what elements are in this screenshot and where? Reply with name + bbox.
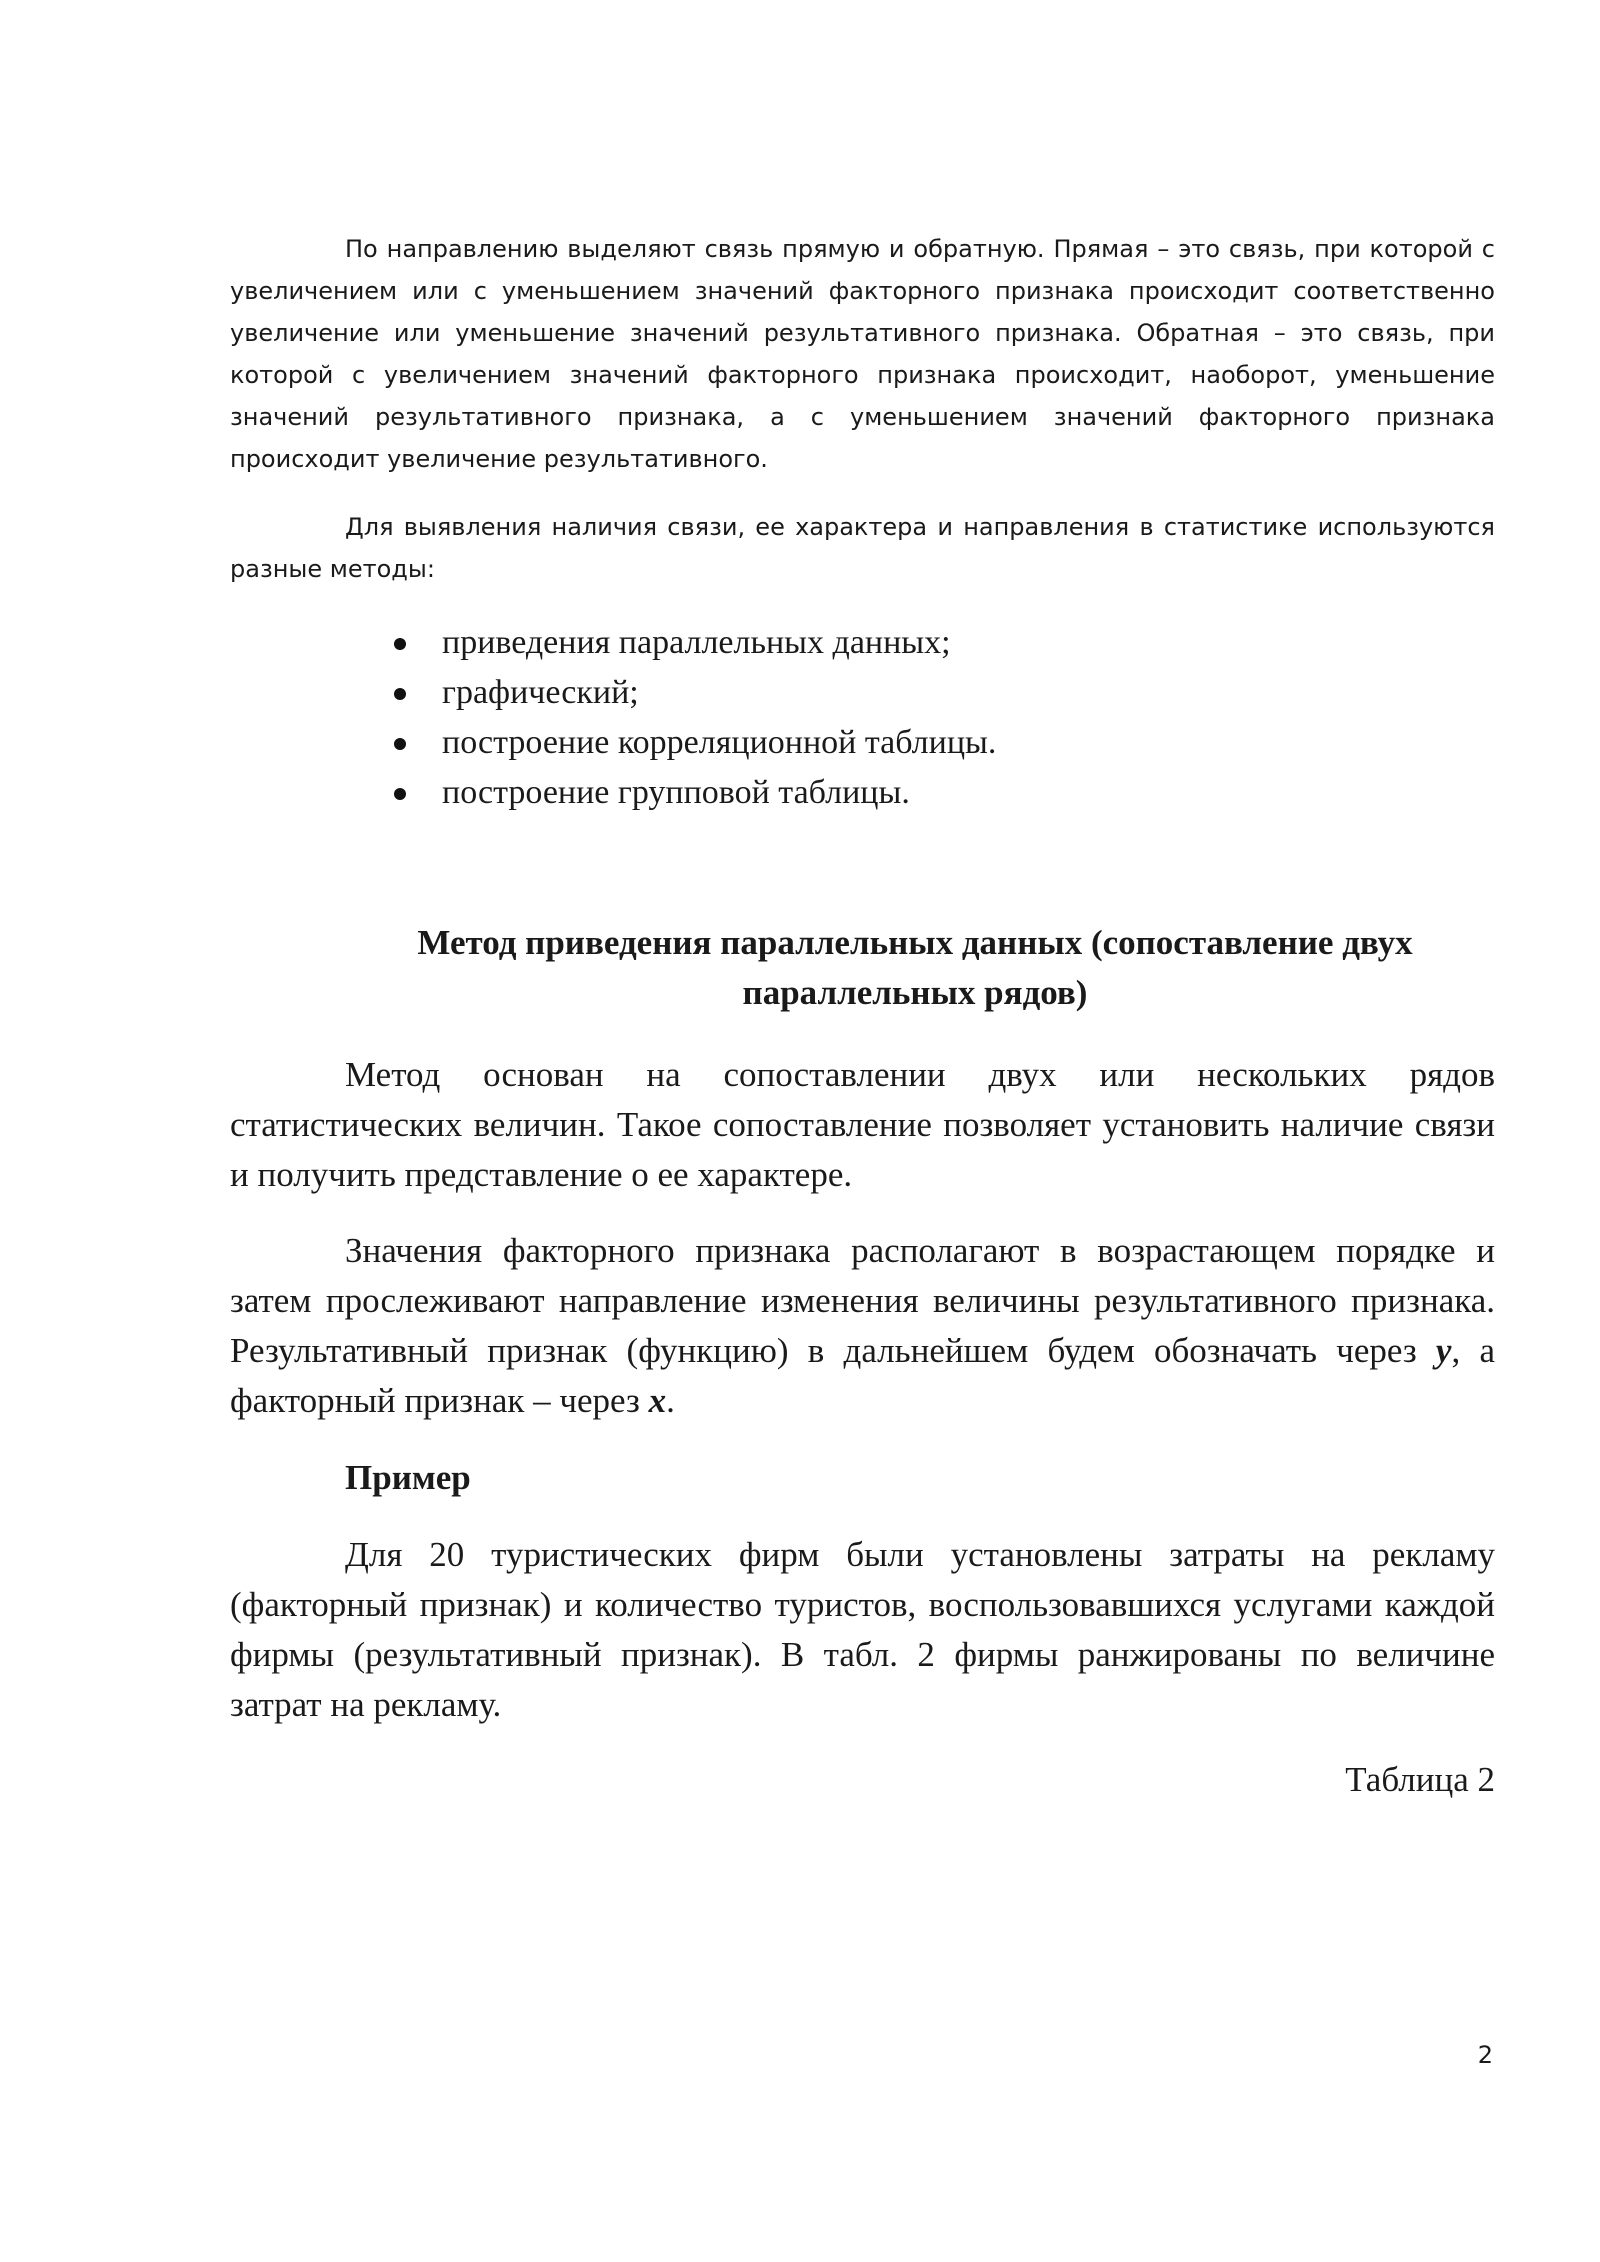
bullet-icon: [394, 638, 406, 650]
paragraph-methods-intro: Для выявления наличия связи, ее характера и направления в статистике используются разные методы:: [230, 513, 1495, 583]
page-number: 2: [1477, 2041, 1493, 2069]
paragraph-direction-of-link: По направлению выделяют связь прямую и обратную. Прямая – это связь, при которой с увеличением или с уменьшением значений факторного признака происходит соответственно увеличение или уменьшение значений результативного признака. Обратная – это связь, при которой с увеличением значений факторного признака происходит, наоборот, уменьшение значений результативного признака, а с уменьшением значений факторного признака происходит увеличение результативного.: [230, 235, 1495, 473]
paragraph-notation-text: Значения факторного признака располагают в возрастающем порядке и затем прослеживают направление изменения величины результативного признака. Результативный признак (функцию) в дальнейшем будем обозначать через: [230, 1231, 1495, 1370]
list-item-text: графический;: [442, 674, 639, 711]
bullet-icon: [394, 788, 406, 800]
list-item: [380, 768, 996, 818]
list-item-text: построение групповой таблицы.: [442, 774, 910, 811]
example-title: Пример: [345, 1458, 471, 1497]
list-item: [380, 668, 996, 718]
list-item: [380, 618, 996, 668]
table-caption: Таблица 2: [1345, 1760, 1495, 1799]
paragraph-method-basis: Метод основан на сопоставлении двух или нескольких рядов статистических величин. Такое сопоставление позволяет установить наличие связи и получить представление о ее характере.: [230, 1055, 1495, 1194]
paragraph-notation-text: .: [666, 1381, 675, 1420]
list-item-text: построение корреляционной таблицы.: [442, 724, 997, 761]
section-heading: Метод приведения параллельных данных (сопоставление двух параллельных рядов): [417, 923, 1413, 1012]
list-item: [380, 718, 996, 768]
x-symbol: x: [648, 1381, 667, 1420]
paragraph-notation: [230, 1226, 1495, 1426]
bullet-icon: [394, 738, 406, 750]
paragraph-notation-text: , а факторный признак – через: [230, 1331, 1495, 1420]
paragraph-example: Для 20 туристических фирм были установлены затраты на рекламу (факторный признак) и количество туристов, воспользовавшихся услугами каждой фирмы (результативный признак). В табл. 2 фирмы ранжированы по величине затрат на рекламу.: [230, 1535, 1495, 1724]
bullet-icon: [394, 688, 406, 700]
methods-list: [380, 618, 996, 818]
y-symbol: y: [1435, 1331, 1452, 1370]
list-item-text: приведения параллельных данных;: [442, 624, 951, 661]
